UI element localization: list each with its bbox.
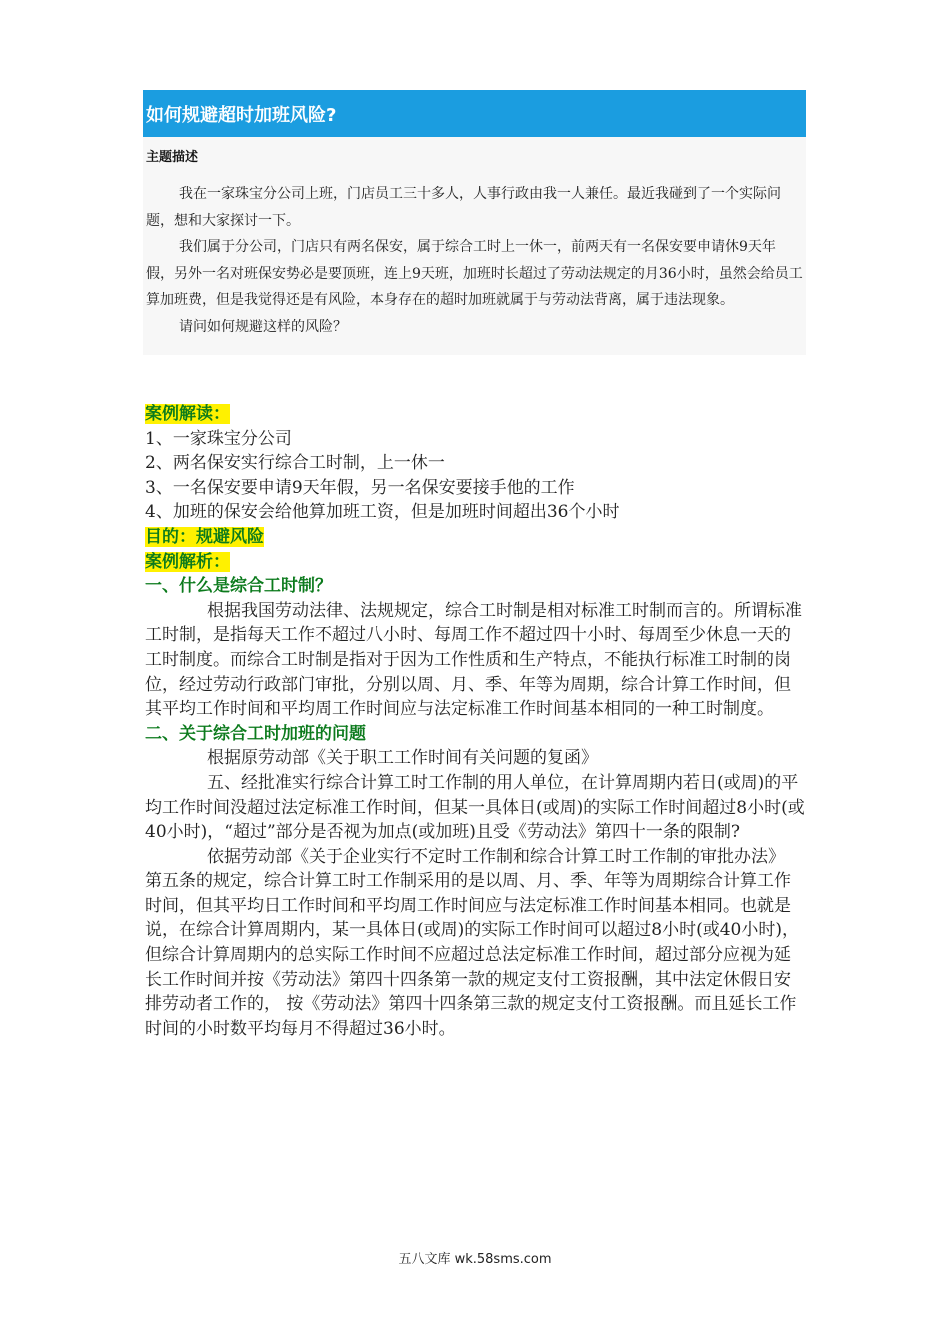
page-title: 如何规避超时加班风险? [146, 105, 337, 126]
section-2-paragraph: 五、经批准实行综合计算工时工作制的用人单位，在计算周期内若日(或周)的平均工作时间没超过法定标准工作时间，但某一具体日(或周)的实际工作时间超过8小时(或40小时)，“超过”部分是否视为加点(或加班)且受《劳动法》第四十一条的限制? [145, 772, 805, 843]
section-2-paragraph: 第五条的规定，综合计算工时工作制采用的是以周、月、季、年等为周期综合计算工作时间，但其平均日工作时间和平均周工作时间应与法定标准工作时间基本相同。也就是说，在综合计算周期内，某一具体日(或周)的实际工作时间可以超过8小时(或40小时)，但综合计算周期内的总实际工作时间不应超过总法定标准工作时间，超过部分应视为延长工作时间并按《劳动法》第四十四条第一款的规定支付工资报酬，其中法定休假日安排劳动者工作的， 按《劳动法》第四十四条第三款的规定支付工资报酬。而且延长工作时间的小时数平均每月不得超过36小时。 [145, 871, 799, 1039]
purpose-label: 目的：规避风险 [145, 526, 264, 547]
article-content [145, 402, 805, 1041]
description-paragraph: 请问如何规避这样的风险？ [179, 318, 347, 335]
analysis-heading [145, 550, 805, 575]
section-2-paragraph: 依据劳动部《关于企业实行不定时工作制和综合计算工时工作制的审批办法》 [207, 846, 785, 867]
topic-description-heading: 主题描述 [146, 150, 199, 165]
description-paragraph: 我们属于分公司，门店只有两名保安，属于综合工时上一休一，前两天有一名保安要申请休9天年假，另外一名对班保安势必是要顶班，连上9天班，加班时长超过了劳动法规定的月36小时，虽然会给员工算加班费，但是我觉得还是有风险，本身存在的超时加班就属于与劳动法背离，属于违法现象。 [146, 239, 803, 308]
title-banner [143, 90, 806, 137]
analysis-label: 案例解析： [145, 551, 230, 572]
description-paragraph: 我在一家珠宝分公司上班，门店员工三十多人，人事行政由我一人兼任。最近我碰到了一个实际问题，想和大家探讨一下。 [146, 186, 781, 229]
case-reading-item: 3、一名保安要申请9天年假，另一名保安要接手他的工作 [145, 477, 575, 498]
section-2-title: 二、关于综合工时加班的问题 [145, 723, 366, 744]
topic-description-panel [143, 137, 806, 355]
topic-description-body [146, 181, 803, 340]
section-1-text: 根据我国劳动法律、法规规定，综合工时制是相对标准工时制而言的。所谓标准工时制，是指每天工作不超过八小时、每周工作不超过四十小时、每周至少休息一天的工时制度。而综合工时制是指对于因为工作性质和生产特点，不能执行标准工时制的岗位，经过劳动行政部门审批，分别以周、月、季、年等为周期，综合计算工作时间，但其平均工作时间和平均周工作时间应与法定标准工作时间基本相同的一种工时制度。 [145, 600, 802, 720]
section-2-paragraph: 根据原劳动部《关于职工工作时间有关问题的复函》 [207, 748, 598, 769]
footer-watermark: 五八文库 wk.58sms.com [398, 1252, 552, 1267]
purpose-heading [145, 525, 805, 550]
case-reading-item: 4、加班的保安会给他算加班工资，但是加班时间超出36个小时 [145, 502, 620, 523]
case-reading-label: 案例解读： [145, 404, 230, 424]
case-reading-item: 2、两名保安实行综合工时制，上一休一 [145, 453, 445, 474]
section-1-title: 一、什么是综合工时制？ [145, 576, 332, 597]
case-reading-heading [145, 402, 805, 427]
case-reading-item: 1、一家珠宝分公司 [145, 428, 292, 449]
